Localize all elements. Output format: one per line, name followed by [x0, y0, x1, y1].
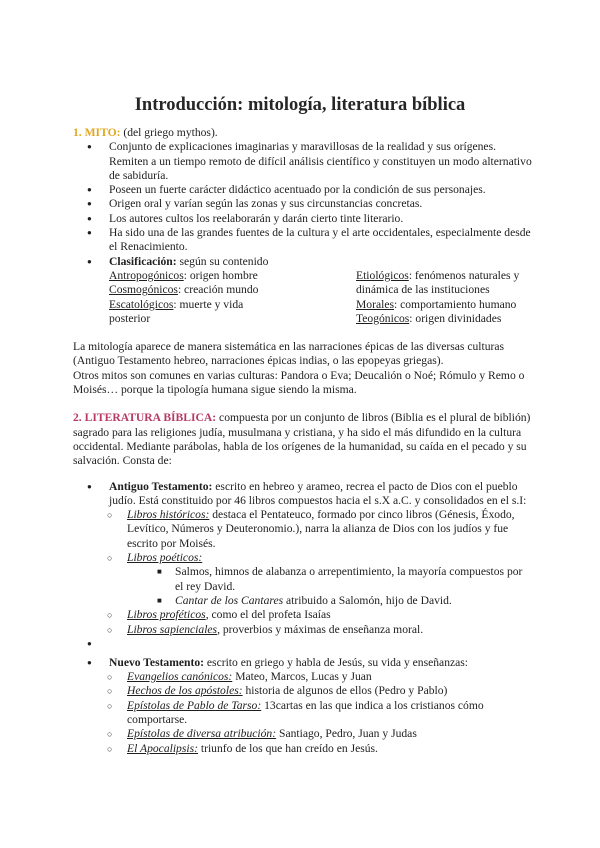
paragraph: Otros mitos son comunes en varias culturas: Pandora o Eva; Deucalión o Noé; Rómulo y Remo o Moisés… porque la tipología humana sigue siendo la misma. — [73, 368, 525, 397]
clasificacion-label: Clasificación: — [109, 254, 177, 268]
page-title: Introducción: mitología, literatura bíblica — [134, 95, 466, 115]
section-1-number: 1. — [73, 126, 82, 139]
section-1-heading — [73, 126, 533, 140]
list-item: ● Poseen un fuerte carácter didáctico acentuado por la condición de sus personajes. — [73, 183, 533, 197]
spacer — [73, 637, 533, 656]
poeticos-sublist — [127, 565, 533, 608]
paragraph: La mitología aparece de manera sistemática en las narraciones épicas de las diversas culturas (Antiguo Testamento hebreo, narraciones épicas indias, o las epopeyas griegas). — [73, 340, 505, 368]
clasificacion-entry: Teogónicos: origen divinidades — [356, 311, 502, 325]
list-item: ● Origen oral y varían según las zonas y sus circunstancias concretas. — [73, 197, 533, 211]
list-item: ○ Libros históricos: destaca el Pentateuco, formado por cinco libros (Génesis, Éxodo, Levítico, Números y Deuteronomio.), narra la alianza de Dios con los judíos y fue escrito por Moisés. — [89, 508, 533, 551]
clasificacion-entry: Etiológicos: fenómenos naturales y dinámica de las instituciones — [356, 268, 520, 297]
nuevo-sublist — [73, 670, 533, 756]
clasificacion-left-col — [109, 269, 356, 326]
list-item: ● Ha sido una de las grandes fuentes de la cultura y el arte occidentales, especialmente desde el Renacimiento. — [73, 226, 533, 255]
section-2-intro: 2. LITERATURA BÍBLICA: compuesta por un conjunto de libros (Biblia es el plural de biblión) sagrado para las religiones judía, musulmana y cristiana, y ha sido el más difundido en la cultura occidental. Mediante parábolas, habla de los orígenes de la humanidad, su caída en el pecado y su salvación. Consta de: — [73, 411, 531, 468]
clasificacion-entry: Antropogónicos: origen hombre — [109, 268, 258, 282]
document-body — [73, 126, 533, 756]
antiguo-sublist — [73, 508, 533, 637]
nuevo-testamento-item: ● Nuevo Testamento: escrito en griego y habla de Jesús, su vida y enseñanzas: ○ Evangelios canónicos: Mateo, Marcos, Lucas y Juan ○ Hechos de los apóstoles: historia de algunos de ellos (Pedro y Pablo) ○ Epístolas de Pablo de Tarso: 13cartas en las que indica a los cristianos cómo comportarse. ○ Epístolas de diversa atribución: Santiago, Pedro, Juan y Judas ○ El Apocalipsis: triunfo de los que han creído en Jesús. — [73, 656, 533, 756]
list-item: ● Los autores cultos los reelaborarán y darán cierto tinte literario. — [73, 212, 533, 226]
section-2-number: 2. — [73, 411, 82, 425]
list-item: ○ Libros poéticos: ■ Salmos, himnos de alabanza o arrepentimiento, la mayoría compuestos por el rey David. ■ Cantar de los Cantares atribuido a Salomón, hijo de David. — [89, 551, 533, 608]
list-item: ○ Libros proféticos, como el del profeta Isaías — [89, 608, 533, 622]
list-item: ○ Libros sapienciales, proverbios y máximas de enseñanza moral. — [89, 623, 533, 637]
list-item: ■ Cantar de los Cantares atribuido a Salomón, hijo de David. — [139, 594, 533, 608]
section-1-title-suffix: (del griego mythos). — [120, 126, 218, 139]
list-item: ○ El Apocalipsis: triunfo de los que han creído en Jesús. — [89, 742, 533, 756]
nuevo-testamento-label: Nuevo Testamento: — [109, 655, 205, 669]
clasificacion-right-col — [356, 269, 556, 326]
list-item: ● Conjunto de explicaciones imaginarias y maravillosas de la realidad y sus orígenes. Remiten a un tiempo remoto de difícil análisis científico y constituyen un modo alternativo de sabiduría. — [73, 140, 533, 183]
section-1-title: MITO: — [84, 126, 121, 139]
list-item: ○ Hechos de los apóstoles: historia de algunos de ellos (Pedro y Pablo) — [89, 684, 533, 698]
clasificacion-entry: Cosmogónicos: creación mundo — [109, 283, 259, 297]
clasificacion-intro: según su contenido — [176, 254, 269, 268]
biblia-list — [73, 480, 533, 756]
list-item: ○ Epístolas de Pablo de Tarso: 13cartas en las que indica a los cristianos cómo comportarse. — [89, 699, 533, 728]
mito-list — [73, 140, 533, 326]
antiguo-testamento-item: ● Antiguo Testamento: escrito en hebreo y arameo, recrea el pacto de Dios con el pueblo judío. Está constituido por 46 libros compuestos hacia el s.X a.C. y consolidados en el s.I: ○ Libros históricos: destaca el Pentateuco, formado por cinco libros (Génesis, Éxodo, Levítico, Números y Deuteronomio.), narra la alianza de Dios con los judíos y fue escrito por Moisés. ○ Libros poéticos: ■ Salmos, himnos de alabanza o arrepentimiento, la mayoría compuestos por el rey David. ■ Cantar de los Cantares atribuido a Salomón, hijo de David. ○ Libros proféticos, como el del profeta Isaías ○ Libros sapienciales, proverbios y máximas de enseñanza moral. — [73, 480, 533, 637]
section-2-title: LITERATURA BÍBLICA: — [84, 411, 217, 425]
antiguo-testamento-label: Antiguo Testamento: — [109, 479, 213, 493]
clasificacion-grid — [109, 269, 533, 326]
list-item: ○ Epístolas de diversa atribución: Santiago, Pedro, Juan y Judas — [89, 727, 533, 741]
clasificacion-entry: Morales: comportamiento humano — [356, 297, 517, 311]
clasificacion-entry: Escatológicos: muerte y vida posterior — [109, 297, 244, 325]
clasificacion-item — [73, 255, 533, 326]
list-item: ■ Salmos, himnos de alabanza o arrepentimiento, la mayoría compuestos por el rey David. — [139, 565, 533, 594]
list-item: ○ Evangelios canónicos: Mateo, Marcos, Lucas y Juan — [89, 670, 533, 684]
